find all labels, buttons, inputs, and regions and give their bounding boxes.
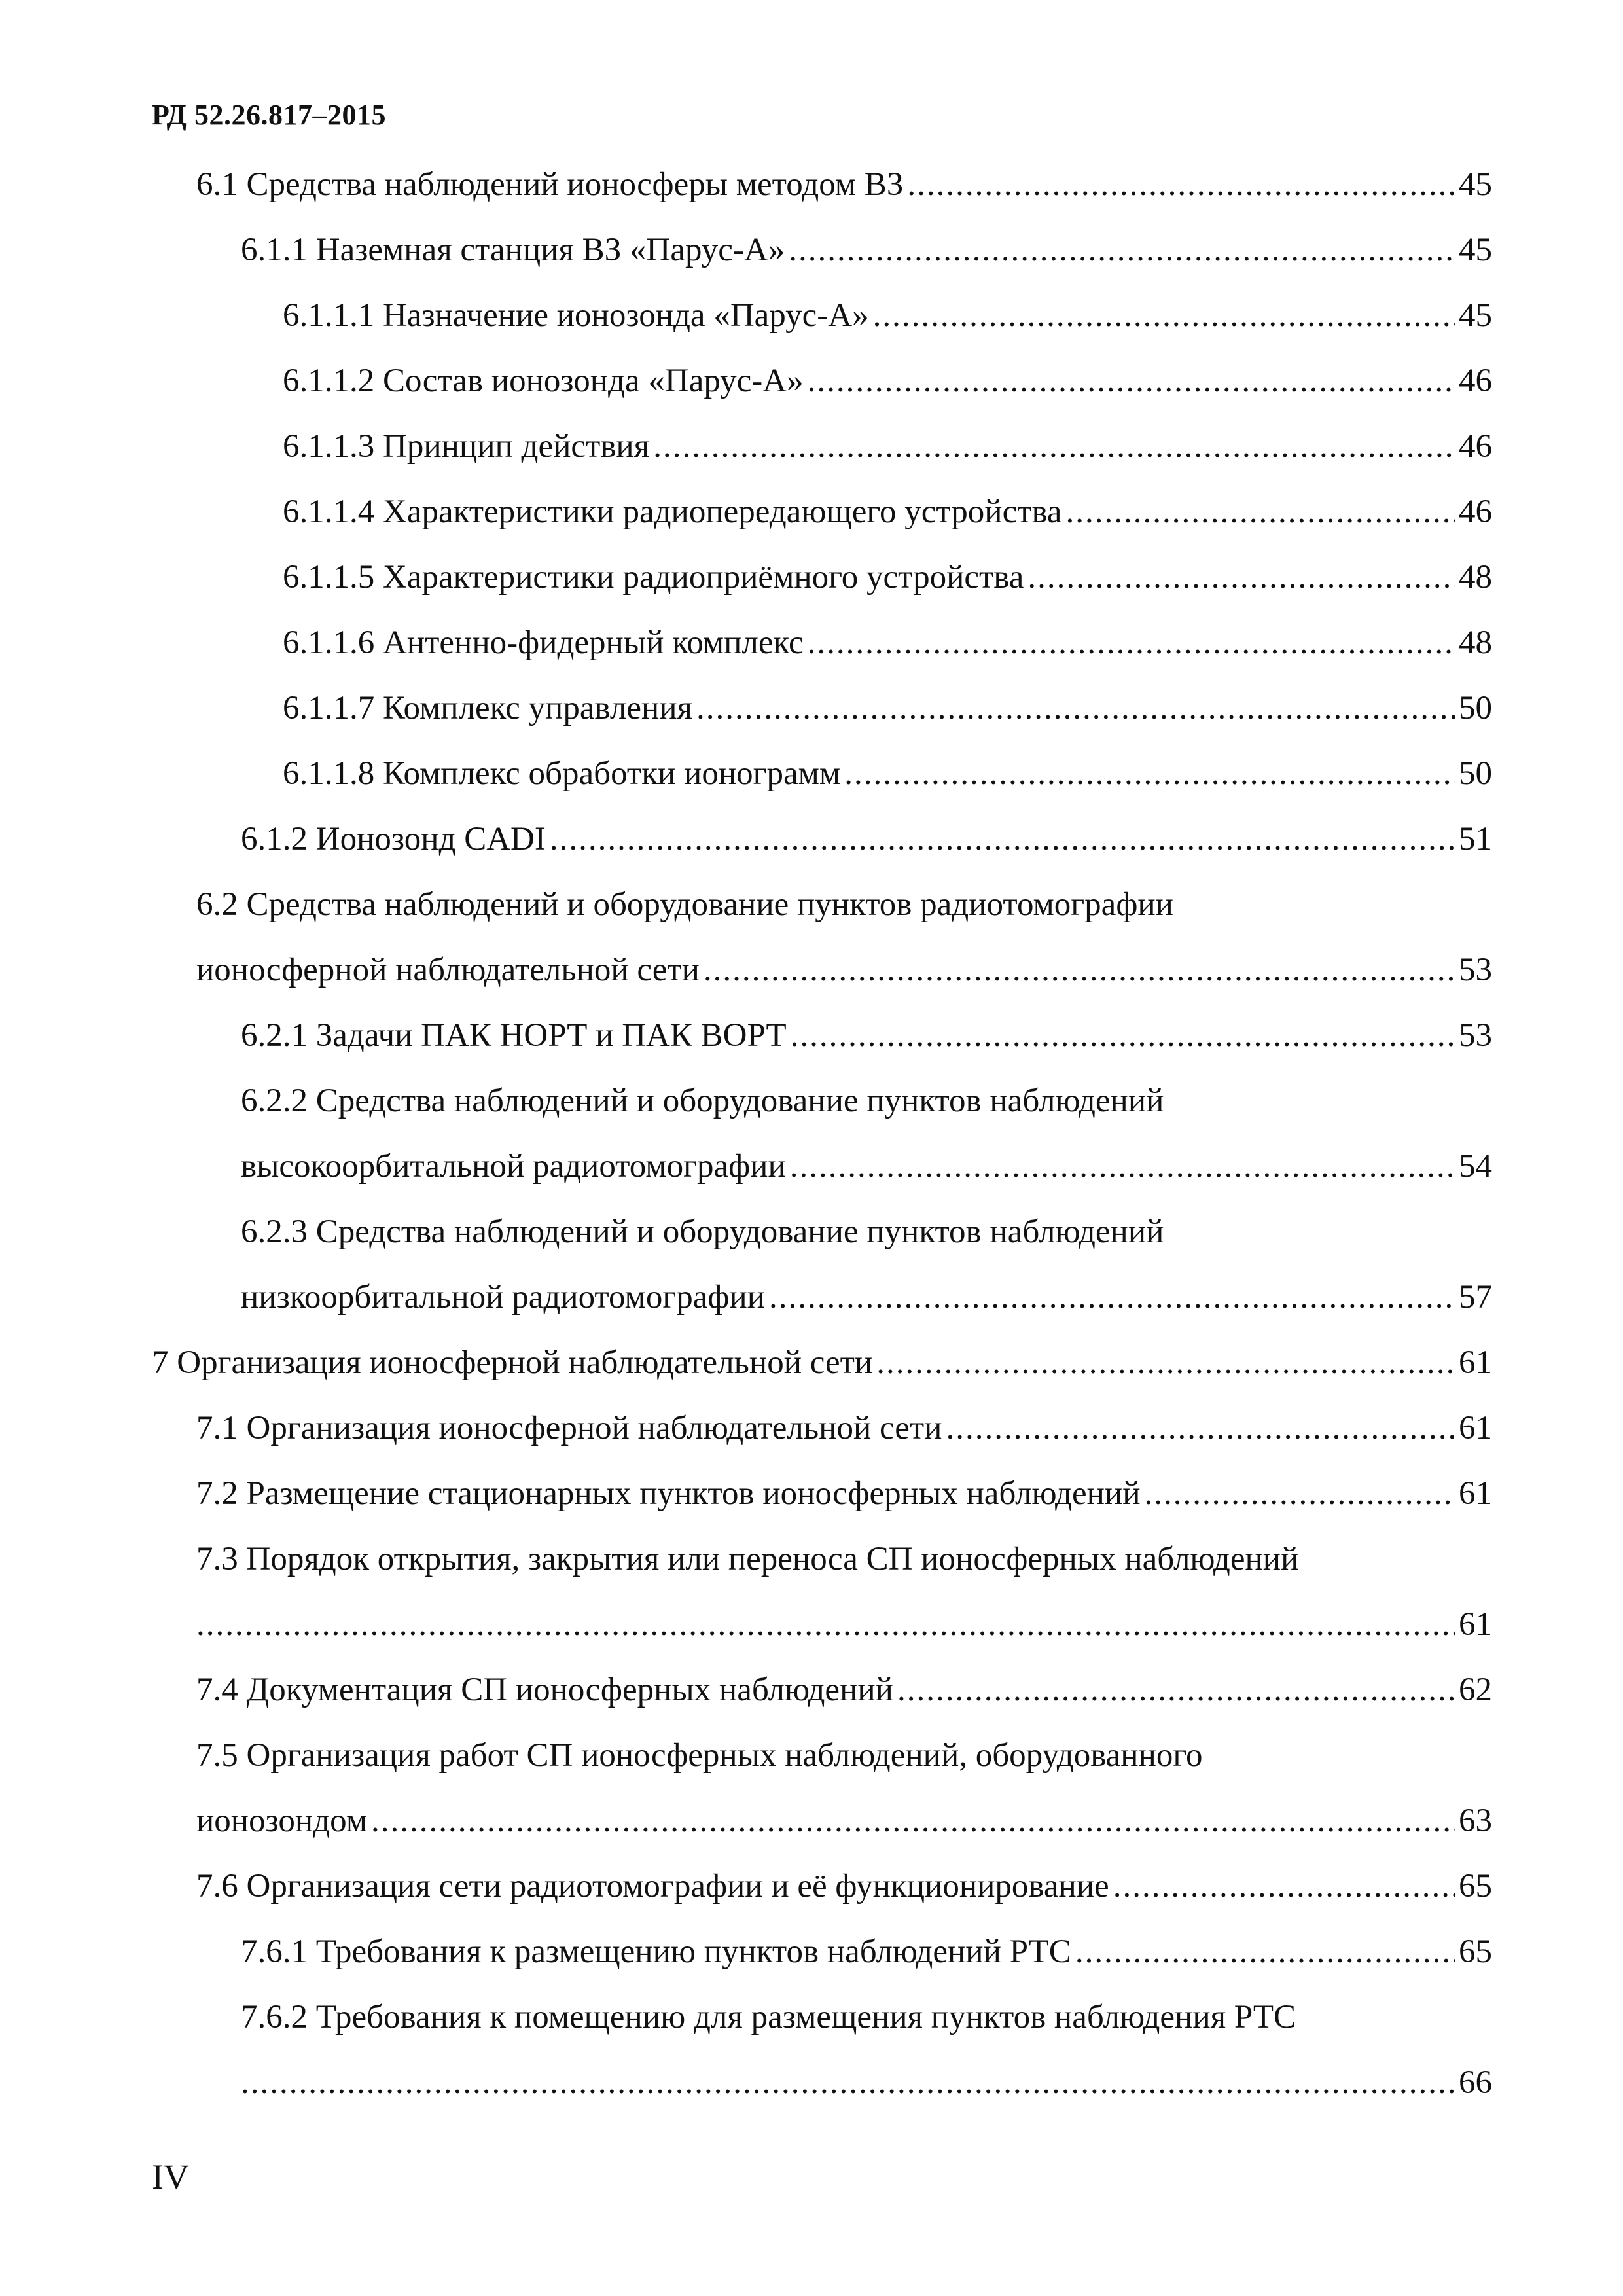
toc-entry-continuation[interactable] [241, 1139, 1492, 1194]
toc-entry-page: 62 [1459, 1672, 1492, 1708]
toc-entry-title: 6.1.1.5 Характеристики радиоприёмного устройства [283, 559, 1024, 596]
toc-entry-title: 6.2.2 Средства наблюдений и оборудование пунктов наблюдений [241, 1083, 1164, 1119]
toc-entry[interactable] [283, 353, 1492, 408]
toc-leader-dots [946, 1401, 1455, 1456]
toc-entry-title: 6.1.1.3 Принцип действия [283, 428, 650, 465]
toc-entry-title: 7.6.2 Требования к помещению для размещения пунктов наблюдения РТС [241, 1999, 1296, 2036]
toc-entry-title: 6.1.1.4 Характеристики радиопередающего устройства [283, 493, 1062, 530]
toc-entry-page: 48 [1459, 624, 1492, 661]
toc-leader-dots [550, 812, 1455, 867]
toc-entry[interactable] [196, 1859, 1492, 1914]
toc-entry-page: 46 [1459, 428, 1492, 465]
toc-entry-title: 6.1.2 Ионозонд CADI [241, 821, 546, 857]
toc-entry[interactable] [283, 681, 1492, 736]
toc-leader-dots [1066, 484, 1455, 539]
toc-leader-dots [897, 1662, 1455, 1717]
toc-leader-dots [876, 1335, 1455, 1390]
toc-entry[interactable] [241, 1204, 1492, 1259]
toc-entry-page: 45 [1459, 297, 1492, 334]
toc-entry-page: 45 [1459, 232, 1492, 268]
toc-leader-dots [791, 1008, 1455, 1063]
toc-entry-title: 6.1.1.8 Комплекс обработки ионограмм [283, 755, 841, 792]
toc-entry[interactable] [241, 1073, 1492, 1128]
toc-leader-dots [241, 2055, 1455, 2110]
toc-entry-title: 7.2 Размещение стационарных пунктов ионосферных наблюдений [196, 1475, 1141, 1512]
toc-entry-page: 46 [1459, 493, 1492, 530]
toc-entry[interactable] [196, 1728, 1492, 1783]
toc-entry[interactable] [196, 1401, 1492, 1456]
toc-entry-title: 6.1.1 Наземная станция ВЗ «Парус-А» [241, 232, 785, 268]
toc-entry[interactable] [283, 484, 1492, 539]
toc-entry-continuation[interactable] [196, 1793, 1492, 1848]
toc-entry-title: ионозондом [196, 1803, 367, 1839]
toc-leader-dots [1145, 1466, 1455, 1521]
toc-entry-title: низкоорбитальной радиотомографии [241, 1279, 766, 1316]
toc-entry-continuation[interactable] [241, 1270, 1492, 1325]
toc-entry-page: 66 [1459, 2064, 1492, 2101]
toc-entry-title: 6.1.1.1 Назначение ионозонда «Парус-А» [283, 297, 869, 334]
toc-leader-dots [789, 223, 1455, 278]
toc-entry[interactable] [283, 746, 1492, 801]
toc-entry-page: 61 [1459, 1410, 1492, 1446]
toc-leader-dots [1075, 1924, 1455, 1979]
toc-leader-dots [769, 1270, 1455, 1325]
toc-entry-page: 61 [1459, 1344, 1492, 1381]
toc-leader-dots [844, 746, 1455, 801]
document-code: РД 52.26.817–2015 [152, 99, 386, 131]
toc-entry[interactable] [241, 223, 1492, 278]
toc-entry-continuation[interactable] [241, 2055, 1492, 2110]
toc-entry[interactable] [241, 812, 1492, 867]
toc-entry-page: 50 [1459, 755, 1492, 792]
toc-entry-page: 54 [1459, 1148, 1492, 1185]
toc-entry-page: 48 [1459, 559, 1492, 596]
toc-entry-page: 57 [1459, 1279, 1492, 1316]
toc-entry[interactable] [241, 1008, 1492, 1063]
toc-entry[interactable] [241, 1924, 1492, 1979]
toc-entry-page: 65 [1459, 1933, 1492, 1970]
toc-entry-page: 46 [1459, 363, 1492, 399]
toc-entry-title: 6.2 Средства наблюдений и оборудование пунктов радиотомографии [196, 886, 1173, 923]
toc-entry-title: 7.3 Порядок открытия, закрытия или переноса СП ионосферных наблюдений [196, 1541, 1299, 1577]
toc-entry-page: 45 [1459, 166, 1492, 203]
toc-entry-page: 61 [1459, 1606, 1492, 1643]
toc-entry[interactable] [152, 1335, 1492, 1390]
toc-entry-title: 7.1 Организация ионосферной наблюдательной сети [196, 1410, 942, 1446]
toc-entry-page: 65 [1459, 1868, 1492, 1905]
toc-entry-title: высокоорбитальной радиотомографии [241, 1148, 786, 1185]
toc-entry-page: 51 [1459, 821, 1492, 857]
toc-entry-title: 7 Организация ионосферной наблюдательной сети [152, 1344, 873, 1381]
page-number: IV [152, 2157, 189, 2197]
toc-entry-page: 53 [1459, 952, 1492, 988]
toc-entry-title: 7.5 Организация работ СП ионосферных наблюдений, оборудованного [196, 1737, 1203, 1774]
toc-leader-dots [1113, 1859, 1455, 1914]
toc-entry-title: 6.2.3 Средства наблюдений и оборудование пунктов наблюдений [241, 1213, 1164, 1250]
toc-leader-dots [790, 1139, 1455, 1194]
toc-leader-dots [196, 1597, 1455, 1652]
toc-entry-title: 7.6.1 Требования к размещению пунктов наблюдений РТС [241, 1933, 1071, 1970]
toc-entry-page: 50 [1459, 690, 1492, 726]
toc-entry-title: 7.4 Документация СП ионосферных наблюдений [196, 1672, 893, 1708]
toc-entry[interactable] [283, 419, 1492, 474]
toc-entry-title: 6.2.1 Задачи ПАК НОРТ и ПАК ВОРТ [241, 1017, 787, 1054]
toc-leader-dots [873, 288, 1455, 343]
toc-entry-title: 6.1.1.7 Комплекс управления [283, 690, 693, 726]
toc-entry[interactable] [196, 1532, 1492, 1587]
toc-leader-dots [704, 942, 1455, 997]
toc-leader-dots [653, 419, 1455, 474]
toc-leader-dots [907, 157, 1455, 212]
toc-leader-dots [371, 1793, 1455, 1848]
toc-leader-dots [1027, 550, 1455, 605]
toc-entry-title: 6.1 Средства наблюдений ионосферы методом ВЗ [196, 166, 904, 203]
toc-entry-title: 6.1.1.2 Состав ионозонда «Парус-А» [283, 363, 804, 399]
toc-entry-title: ионосферной наблюдательной сети [196, 952, 700, 988]
toc-entry[interactable] [196, 1466, 1492, 1521]
toc-entry[interactable] [283, 615, 1492, 670]
toc-entry-page: 61 [1459, 1475, 1492, 1512]
toc-entry[interactable] [241, 1990, 1492, 2045]
toc-entry-continuation[interactable] [196, 942, 1492, 997]
toc-leader-dots [696, 681, 1455, 736]
toc-entry-title: 6.1.1.6 Антенно-фидерный комплекс [283, 624, 804, 661]
toc-entry[interactable] [196, 877, 1492, 932]
toc-entry-page: 63 [1459, 1803, 1492, 1839]
toc-entry-continuation[interactable] [196, 1597, 1492, 1652]
toc-entry[interactable] [283, 550, 1492, 605]
toc-entry-page: 53 [1459, 1017, 1492, 1054]
toc-entry[interactable] [196, 1662, 1492, 1717]
toc-leader-dots [808, 353, 1455, 408]
toc-leader-dots [808, 615, 1455, 670]
toc-entry[interactable] [196, 157, 1492, 212]
toc-entry-title: 7.6 Организация сети радиотомографии и её функционирование [196, 1868, 1109, 1905]
toc-entry[interactable] [283, 288, 1492, 343]
